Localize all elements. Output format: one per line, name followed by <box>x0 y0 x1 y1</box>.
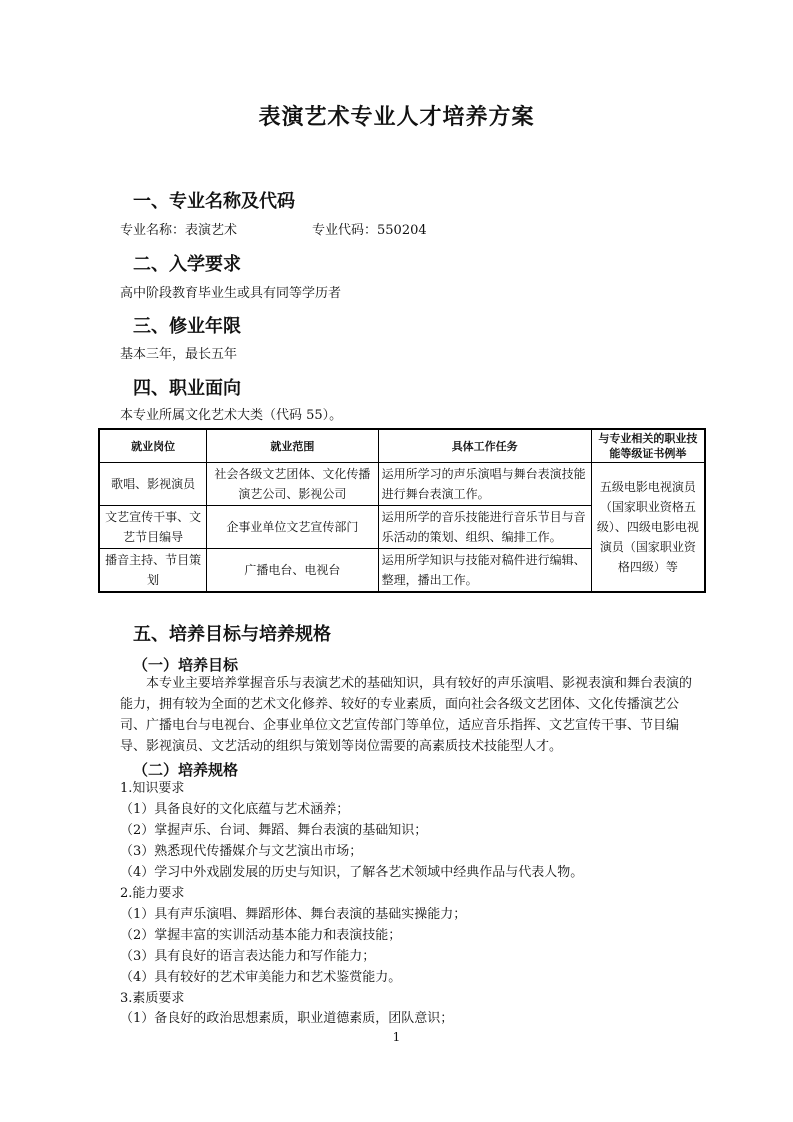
list-item: （2）掌握声乐、台词、舞蹈、舞台表演的基础知识； <box>120 823 428 838</box>
list-item: （1）具备良好的文化底蕴与艺术涵养； <box>120 802 350 817</box>
job-task: 运用所学的音乐技能进行音乐节目与音乐活动的策划、组织、编排工作。 <box>378 506 591 549</box>
job-scope: 企事业单位文艺宣传部门 <box>207 506 378 549</box>
section-5-heading: 五、培养目标与培养规格 <box>133 624 331 645</box>
table-header-row <box>99 429 705 463</box>
career-intro: 本专业所属文化艺术大类（代码 55）。 <box>120 408 343 423</box>
list-item: （1）具有声乐演唱、舞蹈形体、舞台表演的基础实操能力； <box>120 907 467 922</box>
ability-title: 2.能力要求 <box>120 886 185 901</box>
admission-text: 高中阶段教育毕业生或具有同等学历者 <box>120 286 342 301</box>
certificate-cell: 五级电影电视演员（国家职业资格五级）、四级电影电视演员（国家职业资格四级）等 <box>591 463 705 593</box>
goal-heading: （一）培养目标 <box>133 656 239 674</box>
table-row <box>99 463 705 506</box>
job-scope: 广播电台、电视台 <box>207 549 378 593</box>
page-number: 1 <box>392 1030 401 1044</box>
duration-text: 基本三年，最长五年 <box>120 347 238 362</box>
list-item: （4）具有较好的艺术审美能力和艺术鉴赏能力。 <box>120 970 402 985</box>
job-post: 歌唱、影视演员 <box>99 463 207 506</box>
spec-heading: （二）培养规格 <box>133 761 239 779</box>
job-task: 运用所学知识与技能对稿件进行编辑、整理，播出工作。 <box>378 549 591 593</box>
section-2-heading: 二、入学要求 <box>133 254 241 275</box>
section-1-heading: 一、专业名称及代码 <box>133 191 295 212</box>
job-task: 运用所学习的声乐演唱与舞台表演技能进行舞台表演工作。 <box>378 463 591 506</box>
career-table <box>98 428 706 593</box>
section-4-heading: 四、职业面向 <box>133 378 241 399</box>
page-title: 表演艺术专业人才培养方案 <box>258 105 535 130</box>
table-header: 具体工作任务 <box>378 429 591 463</box>
list-item: （3）具有良好的语言表达能力和写作能力； <box>120 949 376 964</box>
job-post: 文艺宣传干事、文艺节目编导 <box>99 506 207 549</box>
goal-paragraph: 本专业主要培养掌握音乐与表演艺术的基础知识，具有较好的声乐演唱、影视表演和舞台表演的能力，拥有较为全面的艺术文化修养、较好的专业素质，面向社会各级文艺团体、文化传播演艺公司、广播电台与电视台、企事业单位文艺宣传部门等单位，适应音乐指挥、文艺宣传干事、节目编导、影视演员、文艺活动的组织与策划等岗位需要的高素质技术技能型人才。 <box>120 676 693 754</box>
major-name: 专业名称：表演艺术 <box>120 223 238 238</box>
section-3-heading: 三、修业年限 <box>133 316 241 337</box>
major-code: 专业代码：550204 <box>312 223 427 238</box>
list-item: （1）备良好的政治思想素质，职业道德素质，团队意识； <box>120 1011 454 1026</box>
table-header: 就业岗位 <box>99 429 207 463</box>
list-item: （3）熟悉现代传播媒介与文艺演出市场； <box>120 844 363 859</box>
list-item: （2）掌握丰富的实训活动基本能力和表演技能； <box>120 928 402 943</box>
job-scope: 社会各级文艺团体、文化传播演艺公司、影视公司 <box>207 463 378 506</box>
list-item: （4）学习中外戏剧发展的历史与知识，了解各艺术领域中经典作品与代表人物。 <box>120 865 584 880</box>
job-post: 播音主持、节目策划 <box>99 549 207 593</box>
quality-title: 3.素质要求 <box>120 991 185 1006</box>
table-header: 就业范围 <box>207 429 378 463</box>
knowledge-title: 1.知识要求 <box>120 781 185 796</box>
table-header: 与专业相关的职业技能等级证书例举 <box>591 429 705 463</box>
